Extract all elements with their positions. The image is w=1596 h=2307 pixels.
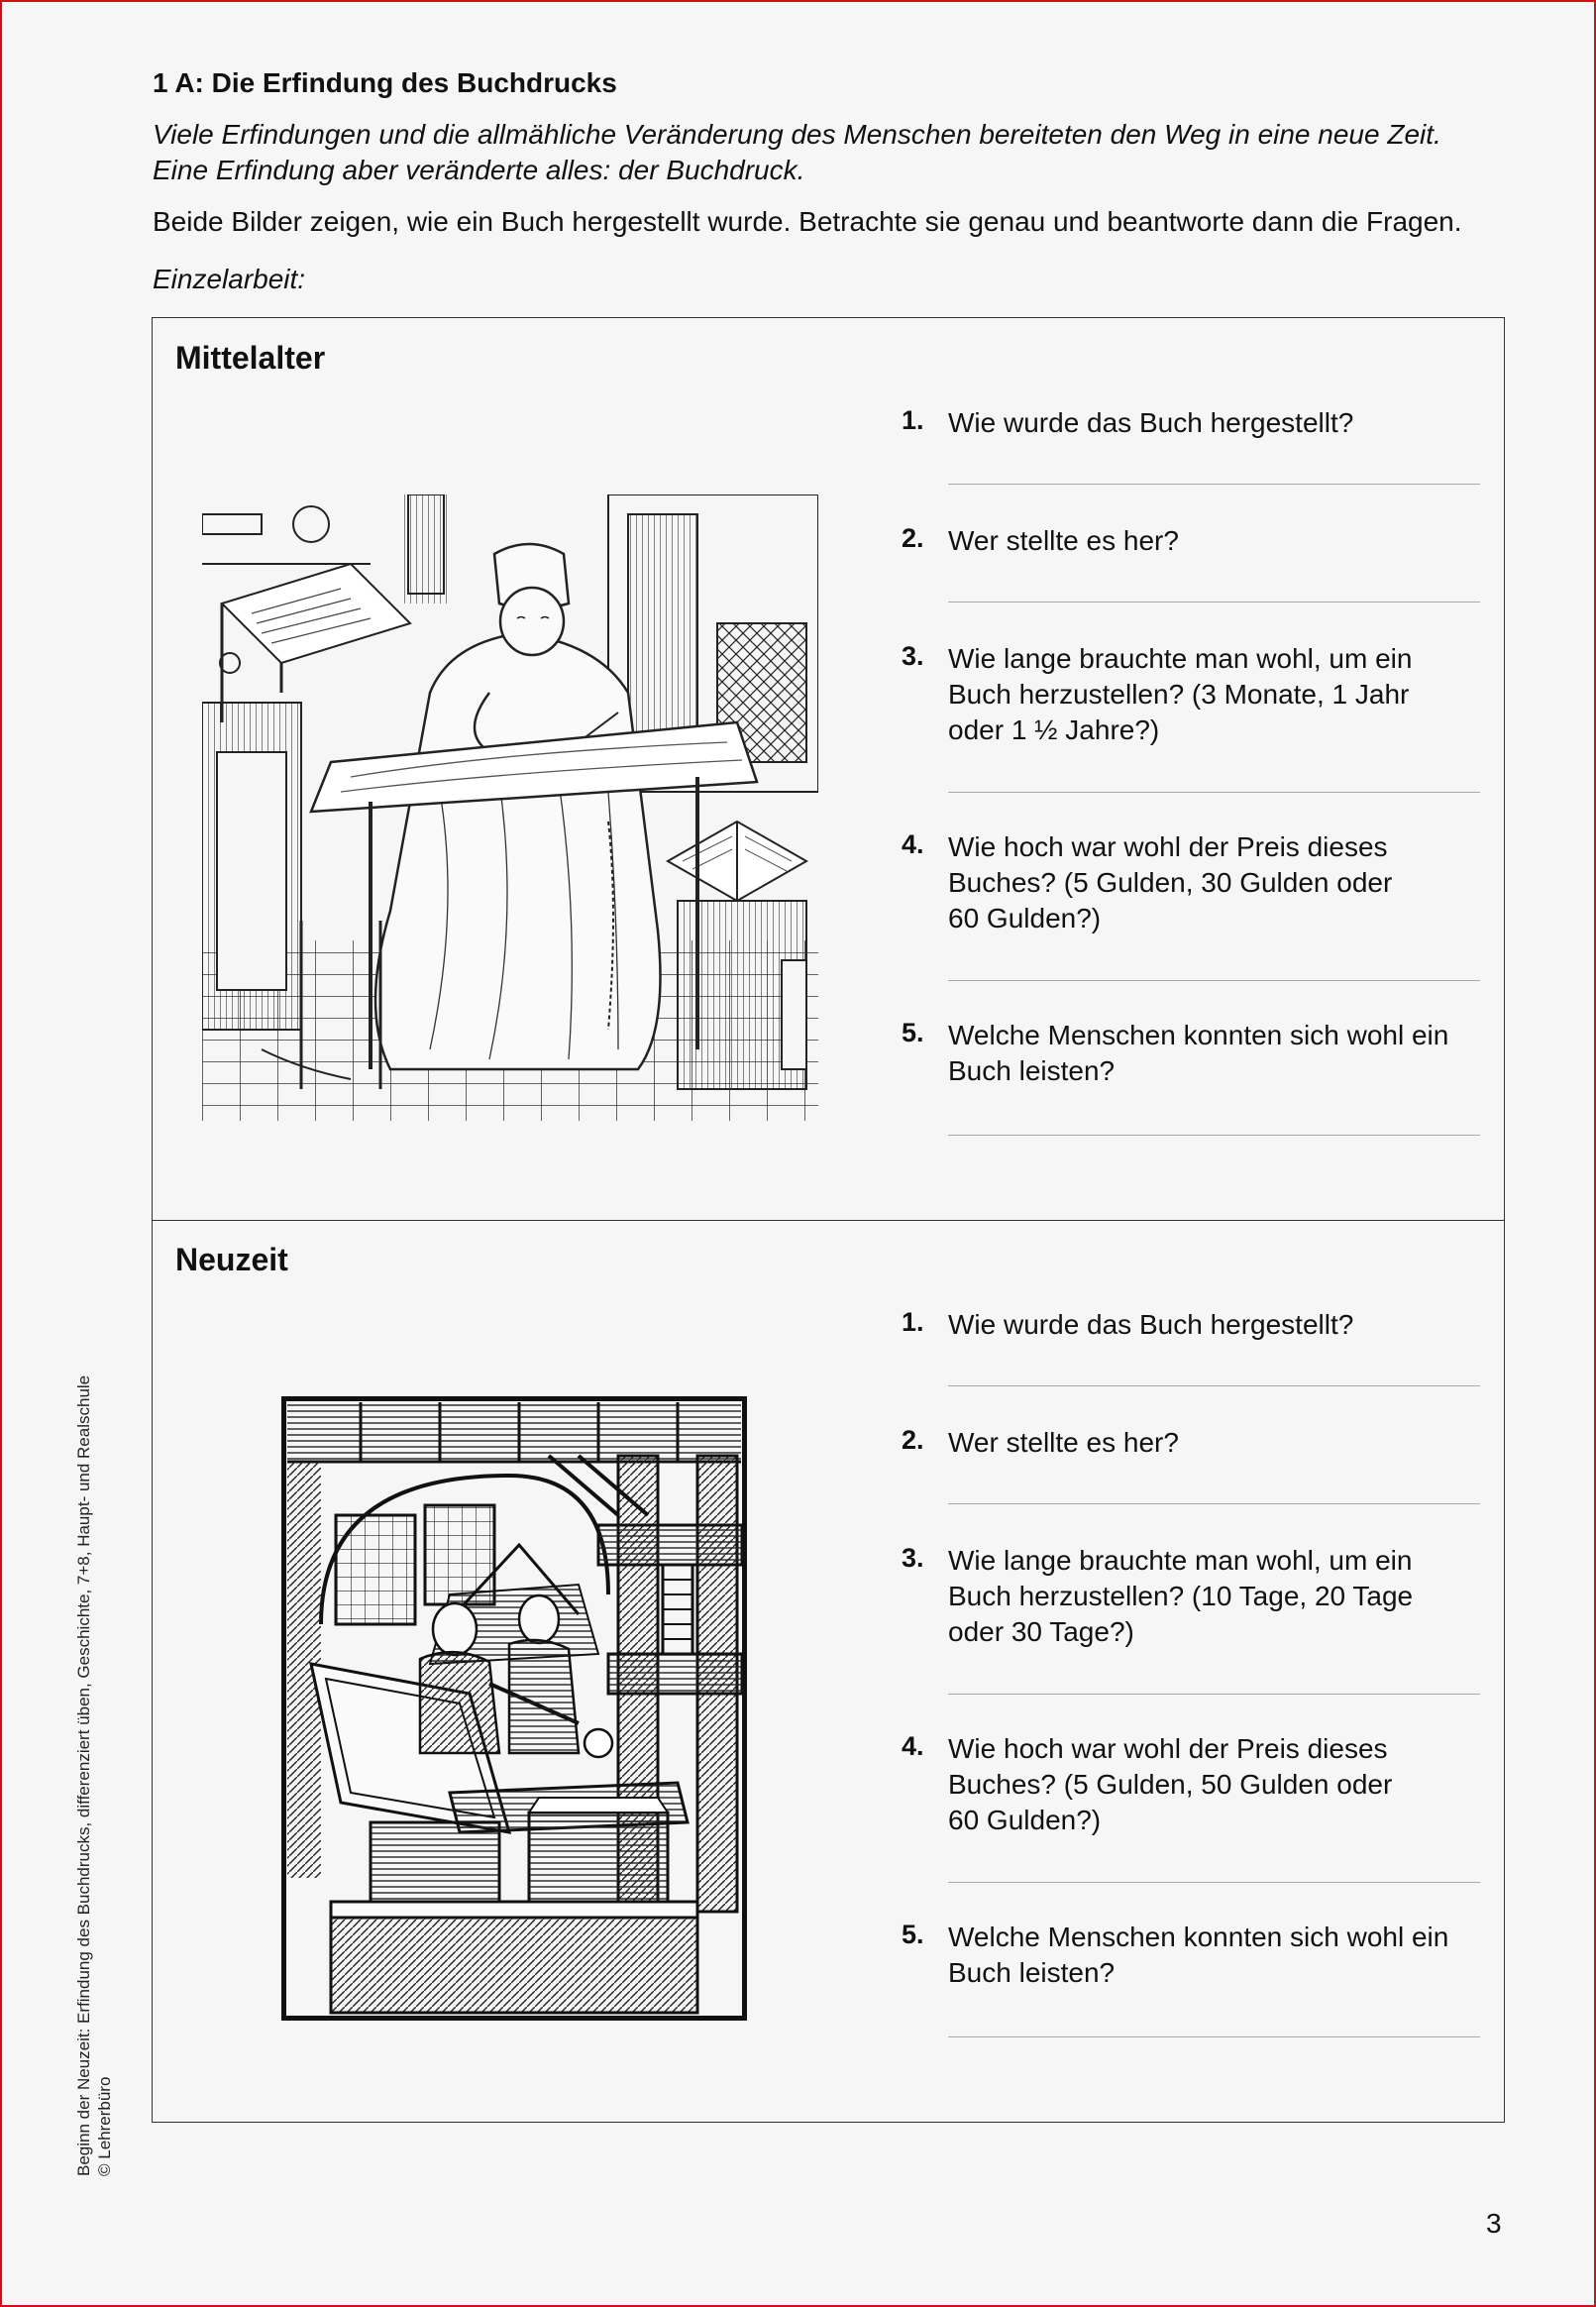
question-line: Buches? (5 Gulden, 30 Gulden oder (948, 867, 1393, 898)
worksheet-box (152, 317, 1505, 2123)
question-text (948, 1731, 1473, 1838)
printing-press-illustration (281, 1396, 747, 2021)
intro-line-2: Eine Erfindung aber veränderte alles: der Buchdruck. (153, 155, 805, 185)
task-instruction: Beide Bilder zeigen, wie ein Buch hergestellt wurde. Betrachte sie genau und beantworte dann die Fragen. (153, 206, 1462, 237)
question-line: Buch leisten? (948, 1957, 1116, 1988)
question-line: oder 30 Tage?) (948, 1616, 1134, 1647)
answer-line[interactable] (948, 980, 1480, 981)
question-line: Wie lange brauchte man wohl, um ein (948, 1545, 1413, 1576)
answer-line[interactable] (948, 2036, 1480, 2037)
credit-line-2: © Lehrerbüro (95, 2076, 114, 2176)
page-number: 3 (1486, 2208, 1502, 2239)
intro-text (153, 117, 1500, 188)
publisher-credit (73, 1375, 115, 2176)
question-text (948, 1018, 1473, 1089)
question-line: Buch herzustellen? (3 Monate, 1 Jahr (948, 679, 1410, 710)
answer-line[interactable] (948, 484, 1480, 485)
question-line: Buch herzustellen? (10 Tage, 20 Tage (948, 1581, 1414, 1611)
credit-line-1: Beginn der Neuzeit: Erfindung des Buchdrucks, differenziert üben, Geschichte, 7+8, Haupt- und Realschule (74, 1374, 93, 2176)
section-divider (153, 1220, 1504, 1221)
question-text (948, 641, 1473, 748)
answer-line[interactable] (948, 792, 1480, 793)
question-line: Wie hoch war wohl der Preis dieses (948, 1733, 1388, 1764)
question-text (948, 1425, 1473, 1461)
question-number: 3. (902, 641, 924, 671)
answer-line[interactable] (948, 1135, 1480, 1136)
question-text (948, 829, 1473, 936)
question-text (948, 523, 1473, 559)
section-title-mittelalter: Mittelalter (175, 340, 326, 376)
question-number: 1. (902, 405, 924, 435)
answer-line[interactable] (948, 602, 1480, 603)
question-line: Welche Menschen konnten sich wohl ein (948, 1020, 1449, 1050)
question-line: oder 1 ½ Jahre?) (948, 714, 1160, 745)
answer-line[interactable] (948, 1694, 1480, 1695)
question-line: Wie wurde das Buch hergestellt? (948, 407, 1354, 438)
question-line: Buch leisten? (948, 1055, 1116, 1086)
question-line: 60 Gulden?) (948, 903, 1102, 934)
question-line: Wer stellte es her? (948, 525, 1179, 556)
question-line: Wer stellte es her? (948, 1427, 1179, 1458)
answer-line[interactable] (948, 1882, 1480, 1883)
question-number: 4. (902, 1731, 924, 1761)
question-number: 4. (902, 829, 924, 859)
page-title: 1 A: Die Erfindung des Buchdrucks (153, 67, 617, 98)
question-line: Wie hoch war wohl der Preis dieses (948, 831, 1388, 862)
question-number: 1. (902, 1307, 924, 1337)
question-number: 2. (902, 1425, 924, 1455)
question-line: Welche Menschen konnten sich wohl ein (948, 1922, 1449, 1952)
scribe-illustration (202, 494, 818, 1121)
question-text (948, 1543, 1473, 1650)
answer-line[interactable] (948, 1385, 1480, 1386)
question-number: 5. (902, 1920, 924, 1949)
question-line: Wie lange brauchte man wohl, um ein (948, 643, 1413, 674)
question-line: Wie wurde das Buch hergestellt? (948, 1309, 1354, 1340)
question-number: 2. (902, 523, 924, 553)
question-number: 3. (902, 1543, 924, 1573)
question-text (948, 1307, 1473, 1343)
question-line: 60 Gulden?) (948, 1805, 1102, 1835)
work-mode-label: Einzelarbeit: (153, 264, 306, 294)
question-line: Buches? (5 Gulden, 50 Gulden oder (948, 1769, 1393, 1800)
question-text (948, 405, 1473, 441)
answer-line[interactable] (948, 1503, 1480, 1504)
question-text (948, 1920, 1473, 1991)
section-title-neuzeit: Neuzeit (175, 1242, 288, 1277)
question-number: 5. (902, 1018, 924, 1047)
intro-line-1: Viele Erfindungen und die allmähliche Veränderung des Menschen bereiteten den Weg in eine neue Zeit. (153, 119, 1441, 150)
